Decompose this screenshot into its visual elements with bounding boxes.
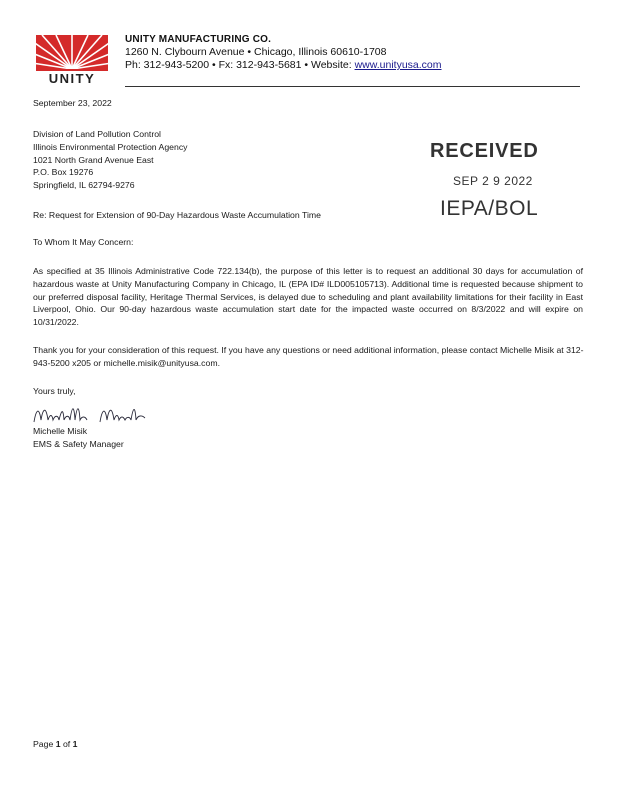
body-paragraph: Thank you for your consideration of this request. If you have any questions or need additional information, please contact Michelle Misik at 312-943-5200 x205 or michelle.misik@unityusa.com. — [33, 345, 584, 368]
company-address: 1260 N. Clybourn Avenue • Chicago, Illinois 60610-1708 — [125, 46, 387, 58]
company-website-link[interactable]: www.unityusa.com — [354, 59, 442, 71]
recipient-line: Division of Land Pollution Control — [33, 129, 161, 139]
recipient-line: 1021 North Grand Avenue East — [33, 154, 154, 165]
recipient-line: P.O. Box 19276 — [33, 167, 94, 178]
received-stamp-date: SEP 2 9 2022 — [453, 174, 533, 188]
received-stamp-title: RECEIVED — [430, 140, 539, 162]
recipient-address — [33, 128, 188, 192]
company-contact — [125, 59, 442, 72]
company-name: UNITY MANUFACTURING CO. — [125, 34, 272, 45]
page-total: 1 — [72, 739, 78, 749]
salutation: To Whom It May Concern: — [33, 237, 134, 247]
received-stamp-agency: IEPA/BOL — [440, 197, 539, 220]
page-current: 1 — [55, 739, 61, 749]
signer-title: EMS & Safety Manager — [33, 438, 124, 449]
company-phone-fax: Ph: 312-943-5200 • Fx: 312-943-5681 • Website: — [125, 59, 355, 71]
handwritten-signature — [30, 400, 180, 428]
recipient-line: Springfield, IL 62794-9276 — [33, 180, 135, 191]
signer-block — [33, 425, 124, 451]
letterhead-divider — [125, 86, 580, 87]
page-label: Page — [33, 739, 56, 749]
recipient-line: Illinois Environmental Protection Agency — [33, 141, 188, 152]
company-block — [125, 33, 442, 72]
complimentary-close: Yours truly, — [33, 386, 76, 396]
unity-logo — [32, 35, 112, 85]
body-paragraph: As specified at 35 Illinois Administrative Code 722.134(b), the purpose of this letter is to request an additional 30 days for accumulation of hazardous waste at Unity Manufacturing Company in Chicago, IL (EPA ID# ILD005105713). Additional time is requested because shipment to our preferred disposal facility, Heritage Thermal Services, is delayed due to scheduling and plant availability limitations for their facility in East Liverpool, Ohio. Our 90-day hazardous waste accumulation start date for the impacted waste occurred on 8/3/2022 and will expire on 10/31/2022. — [33, 266, 583, 328]
letter-date: September 23, 2022 — [33, 98, 112, 108]
subject-line: Re: Request for Extension of 90-Day Hazardous Waste Accumulation Time — [33, 210, 321, 220]
page-of-label: of — [60, 739, 73, 749]
logo-wordmark: UNITY — [48, 71, 96, 85]
page-number — [33, 738, 77, 751]
signer-name: Michelle Misik — [33, 426, 88, 436]
